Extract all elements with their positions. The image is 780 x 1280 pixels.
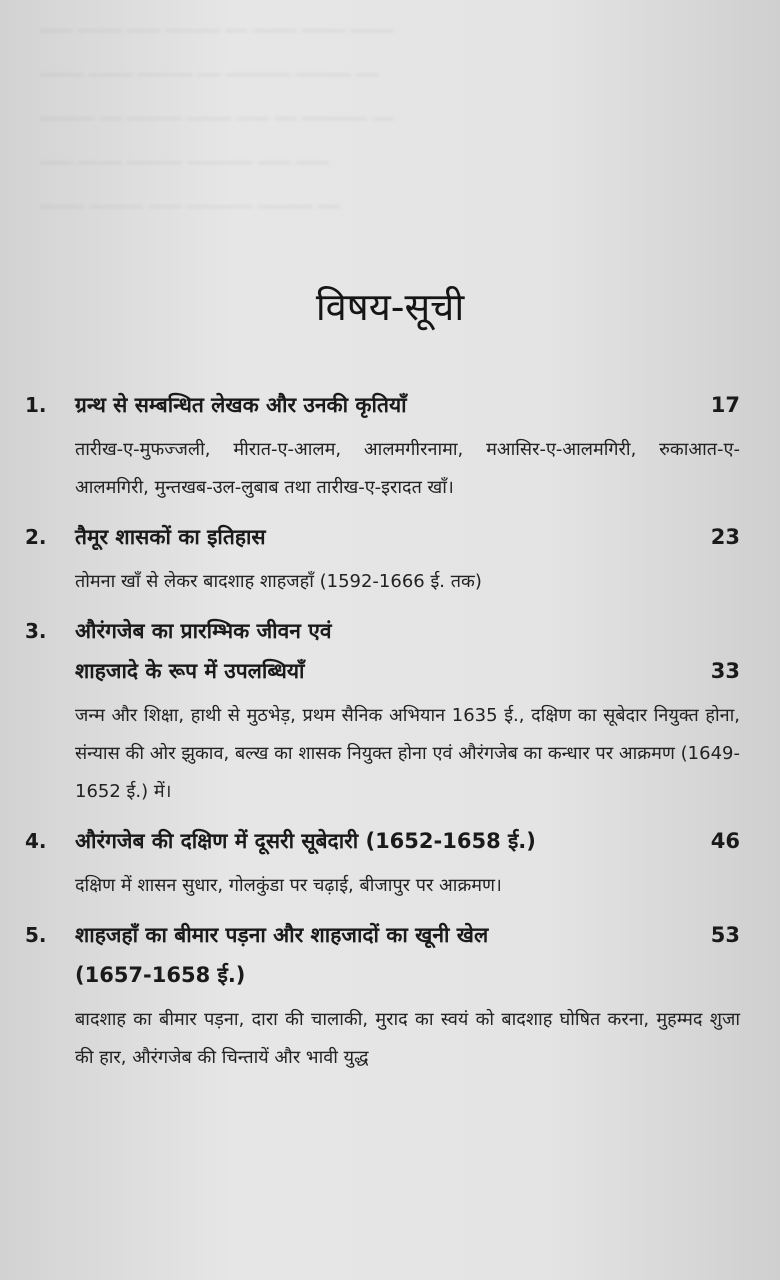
entry-number: 1. [25, 393, 47, 417]
toc-entry [25, 385, 740, 507]
toc-entry [25, 915, 740, 1077]
toc-entry-heading-row [25, 611, 740, 651]
entry-description: बादशाह का बीमार पड़ना, दारा की चालाकी, मुराद का स्वयं को बादशाह घोषित करना, मुहम्मद शुजा की हार, औरंगजेब की चिन्तायें और भावी युद्ध [75, 1009, 740, 1068]
toc-entry [25, 611, 740, 811]
entry-description: जन्म और शिक्षा, हाथी से मुठभेड़, प्रथम सैनिक अभियान 1635 ई., दक्षिण का सूबेदार नियुक्त होना, संन्यास की ओर झुकाव, बल्ख का शासक नियुक्त होना एवं औरंगजेब का कन्धार पर आक्रमण (1649-1652 ई.) में। [75, 705, 740, 802]
entry-page-number: 46 [710, 829, 740, 853]
entry-heading-continued: शाहजादे के रूप में उपलब्धियाँ [75, 659, 305, 683]
entry-heading-continued: (1657-1658 ई.) [75, 963, 246, 987]
entry-number: 5. [25, 923, 47, 947]
entry-description: तारीख-ए-मुफज्जली, मीरात-ए-आलम, आलमगीरनामा, मआसिर-ए-आलमगिरी, रुकाआत-ए-आलमगिरी, मुन्तखब-उल-लुबाब तथा तारीख-ए-इरादत खाँ। [75, 439, 740, 498]
toc-entry [25, 517, 740, 601]
entry-number: 3. [25, 619, 47, 643]
bleed-through-text: ─── ──── ─── ───── ── ──── ──── ──── ──── ──── ───── ── ────── ───── ── ───── ── ───── ──── ─── ── ────── ── ─── ──── ───── ────── ─── ─── ──── ───── ─── ────── ───── ── [40, 21, 395, 218]
entry-heading: ग्रन्थ से सम्बन्धित लेखक और उनकी कृतियाँ [75, 393, 407, 417]
entry-number: 2. [25, 525, 47, 549]
toc-entry-heading-row [25, 385, 740, 425]
page-title: विषय-सूची [315, 285, 465, 329]
toc-entry-heading-row [25, 517, 740, 557]
toc-entry-heading-row [25, 651, 740, 691]
entry-page-number: 33 [710, 659, 740, 683]
entry-number: 4. [25, 829, 47, 853]
toc-entry-heading-row [25, 821, 740, 861]
entry-page-number: 53 [710, 923, 740, 947]
entry-heading: औरंगजेब का प्रारम्भिक जीवन एवं [75, 619, 332, 643]
entry-heading: तैमूर शासकों का इतिहास [75, 525, 266, 549]
entry-page-number: 17 [710, 393, 740, 417]
table-of-contents [25, 385, 740, 1087]
entry-description: दक्षिण में शासन सुधार, गोलकुंडा पर चढ़ाई, बीजापुर पर आक्रमण। [75, 875, 502, 896]
entry-description: तोमना खाँ से लेकर बादशाह शाहजहाँ (1592-1666 ई. तक) [75, 571, 482, 592]
entry-page-number: 23 [710, 525, 740, 549]
entry-heading: औरंगजेब की दक्षिण में दूसरी सूबेदारी (1652-1658 ई.) [75, 829, 536, 853]
entry-heading: शाहजहाँ का बीमार पड़ना और शाहजादों का खूनी खेल [75, 923, 489, 947]
toc-entry [25, 821, 740, 905]
toc-entry-heading-row [25, 915, 740, 955]
